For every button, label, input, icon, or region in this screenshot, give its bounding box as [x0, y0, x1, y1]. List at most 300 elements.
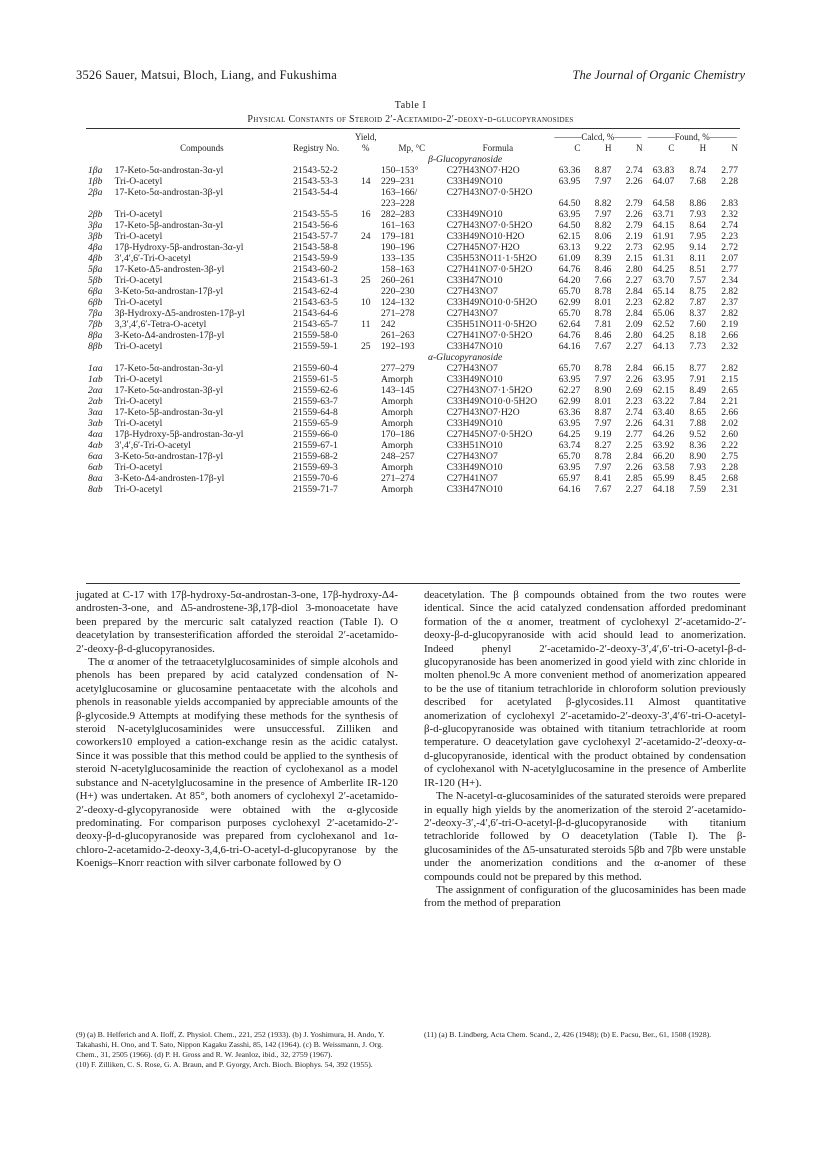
table-cell: 2.77 [625, 429, 643, 440]
body-paragraph: The assignment of configuration of the glucosaminides has been made from the method of preparation [424, 883, 746, 910]
header-yield: Yield, [354, 132, 377, 142]
table-cell: 64.16 [558, 341, 581, 352]
table-cell: 3-Keto-Δ4-androsten-17β-yl [114, 330, 225, 341]
table-cell: 7.81 [594, 319, 612, 330]
table-cell: 277–279 [380, 363, 415, 374]
table-cell [353, 374, 379, 385]
table-cell: 143–145 [380, 385, 415, 396]
table-cell: 14 [360, 176, 371, 187]
table-cell: 7.93 [689, 209, 707, 220]
table-cell: 2.74 [625, 165, 643, 176]
table-row [86, 473, 740, 484]
table-cell: 63.71 [652, 209, 675, 220]
table-cell: 8.78 [594, 363, 612, 374]
table-cell: 21543-58-8 [293, 242, 338, 253]
table-row [86, 275, 740, 286]
table-cell [353, 363, 379, 374]
table-cell: 21543-61-3 [293, 275, 338, 286]
table-row [86, 176, 740, 187]
header-calcd: ———Calcd, %——— [554, 132, 642, 142]
table-row [86, 462, 740, 473]
table-cell: 64.76 [558, 264, 581, 275]
table-cell: C27H45NO7·0·5H2O [446, 429, 533, 440]
table-cell: 63.95 [558, 209, 581, 220]
table-cell: 2.27 [625, 484, 643, 495]
table-cell [353, 418, 379, 429]
table-cell: 7.60 [689, 319, 707, 330]
table-cell: C27H45NO7·H2O [446, 242, 520, 253]
table-bottom-rule [86, 583, 740, 584]
table-cell: 2.32 [721, 341, 738, 352]
table-cell: 2.77 [721, 264, 738, 275]
table-cell: 7βa [88, 308, 103, 319]
table-cell: 3βb [88, 231, 103, 242]
table-cell: 158–163 [380, 264, 415, 275]
table-cell: 2.84 [625, 363, 643, 374]
table-cell: 161–163 [380, 220, 415, 231]
table-cell: 8.45 [689, 473, 707, 484]
table-cell: 64.15 [652, 220, 675, 231]
table-cell: 21543-60-2 [293, 264, 338, 275]
table-cell: 3βa [88, 220, 103, 231]
table-cell: 4αb [88, 440, 103, 451]
table-cell: 2.79 [625, 220, 643, 231]
table-cell [353, 473, 379, 484]
table-cell: 65.70 [558, 286, 581, 297]
table-cell: 21559-63-7 [293, 396, 338, 407]
table-cell [613, 187, 644, 198]
table-cell: C27H43NO7 [446, 363, 498, 374]
table-cell: 65.70 [558, 451, 581, 462]
footnote-text-left: (9) (a) B. Helferich and A. Iloff, Z. Physiol. Chem., 221, 252 (1933). (b) J. Yoshimura, H. Ando, Y. Takahashi, H. Ono, and T. Sato, Nippon Kagaku Zasshi, 85, 142 (1964). (c) B. Weissmann, J. Org. Chem., 31, 2505 (1966). (d) P. H. Gross and R. W. Jeanloz, ibid., 32, 2759 (1967). (10) F. Zilliken, C. S. Rose, G. A. Braun, and P. Gyorgy, Arch. Bioch. Biophys. 54, 392 (1955). [76, 1030, 385, 1069]
table-cell: 8.86 [689, 198, 707, 209]
table-cell: 8.37 [689, 308, 707, 319]
table-cell: C27H43NO7 [446, 286, 498, 297]
table-cell: 7.93 [689, 462, 707, 473]
table-cell: 2.23 [625, 297, 643, 308]
table-cell: 8.18 [689, 330, 707, 341]
table-cell: 64.31 [652, 418, 675, 429]
table-cell: 7.67 [594, 484, 612, 495]
table-cell: Amorph [380, 440, 413, 451]
table-cell: 66.20 [652, 451, 675, 462]
table-cell: 21559-61-5 [293, 374, 338, 385]
header-found-n: N [731, 143, 738, 153]
table-cell: 63.95 [558, 418, 581, 429]
table-cell: 2.74 [625, 407, 643, 418]
table-cell: C27H41NO7 [446, 473, 498, 484]
table-row [86, 231, 740, 242]
table-cell: 2.82 [721, 308, 738, 319]
table-title: Physical Constants of Steroid 2′-Acetamido-2′-deoxy-d-glucopyranosides [247, 114, 574, 125]
table-row [86, 484, 740, 495]
table-cell: 2.84 [625, 308, 643, 319]
table-row [86, 341, 740, 352]
table-cell [551, 187, 582, 198]
table-cell: 17-Keto-Δ5-androsten-3β-yl [114, 264, 225, 275]
table-cell: 1βa [88, 165, 103, 176]
header-found: ———Found, %——— [647, 132, 737, 142]
table-cell: 21559-58-0 [293, 330, 338, 341]
table-label: Table I [394, 100, 427, 111]
table-cell: 2.28 [721, 462, 738, 473]
table-cell: 65.14 [652, 286, 675, 297]
table-cell: 2.66 [721, 407, 738, 418]
table-cell: C35H51NO11·0·5H2O [446, 319, 537, 330]
table-cell: 7.67 [594, 341, 612, 352]
body-column-right [424, 589, 746, 911]
table-cell: 3′,4′,6′-Tri-O-acetyl [114, 440, 191, 451]
table-cell: 8.87 [594, 407, 612, 418]
table-cell: 7.91 [689, 374, 707, 385]
table-cell: 64.07 [652, 176, 675, 187]
table-row [86, 165, 740, 176]
table-cell: 8.39 [594, 253, 612, 264]
table-cell: 9.52 [689, 429, 707, 440]
table-cell: 2.65 [721, 385, 738, 396]
table-cell: C33H49NO10·H2O [446, 231, 525, 242]
table-cell: 2.15 [625, 253, 643, 264]
table-cell: 3-Keto-Δ4-androsten-17β-yl [114, 473, 225, 484]
table-cell [353, 220, 379, 231]
table-cell: 8.11 [689, 253, 707, 264]
table-cell: 61.31 [652, 253, 675, 264]
table-cell: 260–261 [380, 275, 415, 286]
table-cell: 62.64 [558, 319, 581, 330]
table-cell: 61.09 [558, 253, 581, 264]
table-cell: Tri-O-acetyl [114, 462, 163, 473]
table-cell [113, 198, 291, 209]
footnotes-right [424, 1030, 746, 1040]
table-cell: 8βb [88, 341, 103, 352]
table-cell: 6βb [88, 297, 103, 308]
table-cell: 64.18 [652, 484, 675, 495]
table-cell: 7.88 [689, 418, 707, 429]
table-cell: 62.52 [652, 319, 675, 330]
table-cell: 2.26 [625, 374, 643, 385]
table-cell: 133–135 [380, 253, 415, 264]
table-cell: 17-Keto-5α-androstan-3α-yl [114, 363, 224, 374]
table-cell: Tri-O-acetyl [114, 297, 163, 308]
table-cell: 2.84 [625, 286, 643, 297]
table-cell: 17-Keto-5α-androstan-3α-yl [114, 165, 224, 176]
table-cell: 16 [360, 209, 371, 220]
table-cell: 9.19 [594, 429, 612, 440]
table-cell: 63.22 [652, 396, 675, 407]
table-cell: 190–196 [380, 242, 415, 253]
table-cell: 2.26 [625, 418, 643, 429]
table-cell: 21543-63-5 [293, 297, 338, 308]
body-column-left [76, 589, 398, 871]
table-cell: C27H43NO7·H2O [446, 165, 520, 176]
table-cell: 3,3′,4′,6′-Tetra-O-acetyl [114, 319, 207, 330]
header-found-h: H [699, 143, 707, 153]
table-cell: Amorph [380, 462, 413, 473]
table-cell: Tri-O-acetyl [114, 484, 163, 495]
table-cell: 8βa [88, 330, 103, 341]
table-cell: 64.25 [652, 330, 675, 341]
table-cell: 64.50 [558, 198, 581, 209]
table-cell: 62.15 [652, 385, 675, 396]
table-cell: 7.97 [594, 209, 612, 220]
table-cell: 2.26 [625, 462, 643, 473]
table-cell: Tri-O-acetyl [114, 231, 163, 242]
table-cell: 64.13 [652, 341, 675, 352]
table-cell: 21559-67-1 [293, 440, 338, 451]
table-cell: C27H41NO7·0·5H2O [446, 330, 533, 341]
table-cell: C33H47NO10 [446, 484, 503, 495]
table-cell [353, 308, 379, 319]
table-cell [353, 440, 379, 451]
table-cell: 2.66 [721, 330, 738, 341]
table-cell: 21543-64-6 [293, 308, 338, 319]
table-cell: 62.99 [558, 396, 581, 407]
table-cell: 2αb [88, 396, 103, 407]
table-cell: 64.25 [652, 264, 675, 275]
table-cell: 2.85 [625, 473, 643, 484]
table-cell: 17β-Hydroxy-5β-androstan-3α-yl [114, 429, 244, 440]
table-cell: 24 [360, 231, 371, 242]
header-compounds: Compounds [180, 143, 224, 153]
table-cell: C33H49NO10 [446, 374, 503, 385]
table-cell [291, 198, 353, 209]
table-cell: 7.97 [594, 418, 612, 429]
table-cell: 66.15 [652, 363, 675, 374]
table-cell: C33H47NO10 [446, 275, 503, 286]
table-cell: 2.26 [625, 209, 643, 220]
table-cell: 62.27 [558, 385, 581, 396]
table-cell: 2βb [88, 209, 103, 220]
table-cell: 2.27 [625, 341, 643, 352]
table-cell: 3αa [88, 407, 103, 418]
table-cell: 65.70 [558, 308, 581, 319]
table-cell: 220–230 [380, 286, 415, 297]
table-cell: Tri-O-acetyl [114, 341, 163, 352]
table-cell: 271–274 [380, 473, 415, 484]
table-cell [353, 396, 379, 407]
table-cell: 63.13 [558, 242, 581, 253]
group-label: α-Glucopyranoside [427, 352, 503, 363]
table-cell: 17-Keto-5β-androstan-3α-yl [114, 407, 224, 418]
table-cell: 223–228 [380, 198, 415, 209]
table-cell [353, 451, 379, 462]
table-cell: 163–166/ [380, 187, 418, 198]
table-cell: Tri-O-acetyl [114, 396, 163, 407]
table-cell: 9.22 [594, 242, 612, 253]
table-cell [582, 187, 613, 198]
table-cell: 2.73 [625, 242, 643, 253]
table-cell: 8.41 [594, 473, 612, 484]
table-row [86, 418, 740, 429]
table-cell: Tri-O-acetyl [114, 209, 163, 220]
table-cell: 2.83 [721, 198, 738, 209]
table-row [86, 297, 740, 308]
table-cell: 2.09 [625, 319, 643, 330]
table-cell: 2.21 [721, 396, 738, 407]
table-cell: 8.36 [689, 440, 707, 451]
table-cell: 63.70 [652, 275, 675, 286]
body-paragraph: The N-acetyl-α-glucosaminides of the saturated steroids were prepared in equally high yields by the anomerization of the steroid 2′-acetamido-2′-deoxy-3′,-4′,6′-tri-O-acetyl-β-d-glucopyranoside with titanium tetrachloride followed by O deacetylation (Table I). The β-glucosaminides of the Δ5-unsaturated steroids 5βb and 7βb were unstable under the anomerization conditions and the α-anomer of these compounds could not be prepared by this method. [424, 790, 746, 883]
table-cell: 150–153° [380, 165, 419, 176]
table-cell: 62.95 [652, 242, 675, 253]
table-row [86, 429, 740, 440]
table-cell: 3β-Hydroxy-Δ5-androsten-17β-yl [114, 308, 245, 319]
table-cell [353, 198, 379, 209]
table-cell: 64.20 [558, 275, 581, 286]
table-cell: 2.68 [721, 473, 738, 484]
table-cell: C35H53NO11·1·5H2O [446, 253, 537, 264]
table-cell: 10 [360, 297, 371, 308]
table-cell: 62.99 [558, 297, 581, 308]
table-cell: 65.99 [652, 473, 675, 484]
table-row [86, 242, 740, 253]
table-cell: 63.74 [558, 440, 581, 451]
table-row [86, 187, 740, 198]
table-cell: 8.51 [689, 264, 707, 275]
body-paragraph: jugated at C-17 with 17β-hydroxy-5α-androstan-3-one, 17β-hydroxy-Δ4-androsten-3-one, and Δ5-androstene-3β,17β-diol 3-monoacetate have been prepared by the mercuric salt catalyzed reaction (Table I). O deacetylation by transesterification afforded the steroidal 2′-acetamido-2′-deoxy-β-d-glucopyranosides. [76, 589, 398, 655]
table-cell: 21543-55-5 [293, 209, 338, 220]
table-cell: C33H49NO10·0·5H2O [446, 297, 538, 308]
table-cell: 2.31 [721, 484, 738, 495]
table-cell: 7.84 [689, 396, 707, 407]
table-cell: 8.06 [594, 231, 612, 242]
table-cell: 1βb [88, 176, 103, 187]
table-cell: 65.70 [558, 363, 581, 374]
header-formula: Formula [482, 143, 514, 153]
table-cell: 2.82 [721, 363, 738, 374]
table-cell: 63.95 [558, 176, 581, 187]
table-cell: 8.74 [689, 165, 707, 176]
table-cell: C27H43NO7·0·5H2O [446, 220, 533, 231]
table-cell: 63.95 [652, 374, 675, 385]
table-cell: 2.60 [721, 429, 738, 440]
table-cell: C33H49NO10·0·5H2O [446, 396, 538, 407]
table-cell: 2.37 [721, 297, 738, 308]
table-cell: 21543-56-6 [293, 220, 338, 231]
body-paragraph: The α anomer of the tetraacetylglucosaminides of simple alcohols and phenols has been prepared by acid catalyzed condensation of N-acetylglucosamine or glucosamine pentaacetate with the alcohols and phenols in reasonable yields accompanied by appreciable amounts of the β-glycoside.9 Attempts at modifying these methods for the synthesis of steroid N-acetylglucosaminides were unsuccessful. Zilliken and coworkers10 employed a cation-exchange resin as the acidic catalyst. Since it was possible that this method could be applied to the synthesis of steroid N-acetylglucosaminide the reaction of cyclohexanol as a model substance and N-acetylglucosamine in the presence of Amberlite IR-120 (H+) was undertaken. At 85°, both anomers of cyclohexyl 2′-acetamido-2′-deoxy-d-glycopyranoside were obtained with the α-glycoside predominating. For comparison purposes cyclohexyl 2′-acetamido-2′-deoxy-β-d-glucopyranoside was prepared from cyclohexanol and 1α-chloro-2-acetamido-2-deoxy-3,4,6-tri-O-acetyl-d-glucopyranose by the Koenigs–Knorr reaction with silver carbonate followed by O [76, 656, 398, 870]
header-registry: Registry No. [293, 143, 340, 153]
table-cell: 8.82 [594, 198, 612, 209]
table-cell: 8.65 [689, 407, 707, 418]
table-cell: 8.27 [594, 440, 612, 451]
table-cell: 8.87 [594, 165, 612, 176]
table-cell: 21559-59-1 [293, 341, 338, 352]
table-cell: 63.83 [652, 165, 675, 176]
table-cell: 21559-64-8 [293, 407, 338, 418]
table-cell: 7.95 [689, 231, 707, 242]
table-cell: 2.80 [625, 330, 643, 341]
table-cell: Amorph [380, 396, 413, 407]
table-cell [353, 330, 379, 341]
footnotes-left [76, 1030, 398, 1070]
table-cell: 21559-70-6 [293, 473, 338, 484]
table-header-row-2 [86, 143, 740, 154]
table-cell [86, 198, 113, 209]
table-cell: 8αb [88, 484, 103, 495]
table-cell: 2.15 [721, 374, 738, 385]
table-cell: 2.28 [721, 176, 738, 187]
header-calcd-h: H [604, 143, 612, 153]
table-cell: 21559-71-7 [293, 484, 338, 495]
table-cell: C33H47NO10 [446, 341, 503, 352]
table-cell: 8.46 [594, 330, 612, 341]
table-cell: 64.25 [558, 429, 581, 440]
table-cell: Amorph [380, 484, 413, 495]
table-cell: 3-Keto-5α-androstan-17β-yl [114, 286, 224, 297]
table-row [86, 220, 740, 231]
table-cell: C27H43NO7 [446, 451, 498, 462]
table-cell: 242 [380, 319, 396, 330]
table-row [86, 385, 740, 396]
table-cell: 64.50 [558, 220, 581, 231]
table-cell: 8.46 [594, 264, 612, 275]
body-paragraph: deacetylation. The β compounds obtained from the two routes were identical. Since the acid catalyzed condensation afforded predominant formation of the α anomer, treatment of cyclohexyl 2′-acetamido-2′-deoxy-β-d-glucopyranoside with acid should lead to anomerization. Indeed phenyl 2′-acetamido-2′-deoxy-3′,4′,6′-tri-O-acetyl-β-d-glucopyranoside has been anomerized in good yield with zinc chloride in molten phenol.9c A more convenient method of anomerization appeared to be the use of titanium tetrachloride in chloroform solution previously described for acetylated β-glycosides.11 Almost quantitative anomerization of cyclohexyl 2′-acetamido-2′-deoxy-3′,4′6′-tri-O-acetyl-β-d-glucopyranoside was obtained with titanium tetrachloride at room temperature. O deacetylation gave cyclohexyl 2′-acetamido-2′-deoxy-α-d-glucopyranoside, identical with the product obtained by condensation of cyclohexanol with N-acetylglucosamine in the presence of Amberlite IR-120 (H+). [424, 589, 746, 789]
table-cell: 8αa [88, 473, 103, 484]
table-cell: 2.79 [625, 198, 643, 209]
table-cell: 170–186 [380, 429, 415, 440]
table-row [86, 330, 740, 341]
table-cell: 65.06 [652, 308, 675, 319]
table-cell: C27H43NO7·0·5H2O [446, 187, 533, 198]
table-cell: 21559-62-6 [293, 385, 338, 396]
table-cell: 3αb [88, 418, 103, 429]
table-cell: 21543-57-7 [293, 231, 338, 242]
table-cell: 8.82 [594, 220, 612, 231]
group-alpha-heading [86, 352, 740, 363]
table-cell: 21543-54-4 [293, 187, 338, 198]
table-cell [353, 264, 379, 275]
table-cell: 2.80 [625, 264, 643, 275]
table-cell: 8.78 [594, 308, 612, 319]
table-cell: 8.01 [594, 297, 612, 308]
table-cell: 21543-65-7 [293, 319, 338, 330]
table-cell: 64.26 [652, 429, 675, 440]
table-cell: 7.97 [594, 176, 612, 187]
table-cell [353, 286, 379, 297]
table-cell: Tri-O-acetyl [114, 275, 163, 286]
table-cell: 2.23 [721, 231, 738, 242]
table-cell: 21559-65-9 [293, 418, 338, 429]
table-row [86, 374, 740, 385]
table-cell: 2.69 [625, 385, 643, 396]
table-cell: 21543-62-4 [293, 286, 338, 297]
table-row [86, 264, 740, 275]
table-cell: 4βb [88, 253, 103, 264]
table-cell: 7.66 [594, 275, 612, 286]
table-cell: 64.58 [652, 198, 675, 209]
table-cell: 21543-52-2 [293, 165, 338, 176]
table-cell: 21559-69-3 [293, 462, 338, 473]
table-cell: 11 [361, 319, 371, 330]
table-row [86, 451, 740, 462]
table-cell: 63.40 [652, 407, 675, 418]
table-cell [645, 187, 677, 198]
table-cell: 124–132 [380, 297, 415, 308]
table-cell: Amorph [380, 374, 413, 385]
table-cell: 7.97 [594, 462, 612, 473]
table-cell: 2.82 [721, 286, 738, 297]
table-cell: 7.59 [689, 484, 707, 495]
table-cell: 4βa [88, 242, 103, 253]
table-cell [676, 187, 708, 198]
table-cell: C33H49NO10 [446, 418, 503, 429]
table-cell: 8.64 [689, 220, 707, 231]
table-cell: 179–181 [380, 231, 415, 242]
table-row [86, 198, 740, 209]
table-cell: 2.27 [625, 275, 643, 286]
table-cell [353, 242, 379, 253]
table-row [86, 253, 740, 264]
